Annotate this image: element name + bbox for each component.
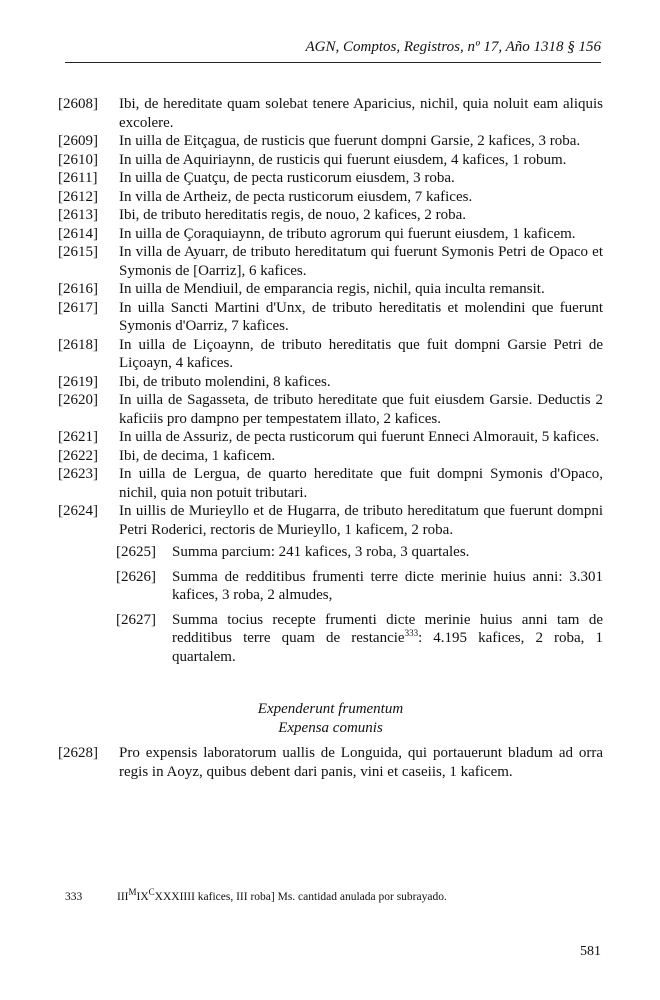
- entry-number: [2620]: [58, 392, 98, 408]
- footnote-superscript-m: M: [128, 887, 137, 898]
- page-number: 581: [580, 944, 601, 959]
- entry-2614: [58, 225, 603, 244]
- entry-number: [2615]: [58, 244, 98, 260]
- entry-text: In uilla de Mendiuil, de emparancia regis, nichil, quia inculta remansit.: [119, 281, 545, 297]
- summary-number: [2626]: [116, 568, 156, 585]
- entry-2609: [58, 132, 603, 151]
- entry-text: In uillis de Murieyllo et de Hugarra, de tributo hereditatum que fuerunt dompni Petri Roderici, rectoris de Murieyllo, 1 kaficem, 2 roba.: [119, 503, 603, 538]
- entry-text: In uilla de Liçoaynn, de tributo hereditatis que fuit dompni Garsie Petri de Liçoayn, 4 kafices.: [119, 336, 603, 371]
- entry-text: In uilla Sancti Martini d'Unx, de tributo hereditatis et molendini que fuerunt Symonis d'Oarriz, 7 kafices.: [119, 299, 603, 334]
- entry-number: [2616]: [58, 281, 98, 297]
- entry-text: In uilla de Çoraquiaynn, de tributo agrorum qui fuerunt eiusdem, 1 kaficem.: [119, 225, 576, 242]
- footnote-amount-prefix: III: [117, 891, 129, 903]
- entry-number: [2619]: [58, 373, 98, 390]
- entry-text: In uilla de Çuatçu, de pecta rusticorum eiusdem, 3 roba.: [119, 170, 455, 186]
- entry-number: [2623]: [58, 466, 98, 482]
- entry-number: [2617]: [58, 299, 98, 316]
- summary-text-before: Summa tocius recepte frumenti dicte merinie huius anni tam de redditibus terre quam de restancie: [172, 611, 603, 646]
- summary-text: Summa de redditibus frumenti terre dicte merinie huius anni: 3.301 kafices, 3 roba, 2 almudes,: [172, 568, 603, 603]
- entry-text: In uilla de Aquiriaynn, de rusticis qui fuerunt eiusdem, 4 kafices, 1 robum.: [119, 151, 567, 168]
- entry-number: [2610]: [58, 151, 98, 168]
- entries-list: [58, 95, 603, 781]
- entry-number: [2608]: [58, 96, 98, 112]
- entry-2622: [58, 447, 603, 466]
- entry-number: [2612]: [58, 188, 98, 205]
- summary-text-after: : 4.195 kafices, 2 roba, 1 quartalem.: [172, 630, 603, 665]
- summary-2626: [116, 568, 603, 605]
- entry-2623: [58, 465, 603, 502]
- entry-2618: [58, 336, 603, 373]
- entry-number: [2628]: [58, 745, 98, 761]
- footnote: [65, 887, 601, 904]
- entry-2616: [58, 280, 603, 299]
- entry-text: In uilla de Assuriz, de pecta rusticorum qui fuerunt Enneci Almorauit, 5 kafices.: [119, 429, 600, 445]
- entry-text: In uilla de Sagasseta, de tributo hereditate que fuit eiusdem Garsie. Deductis 2 kaficiis pro dampno per tempestatem illato, 2 kafices.: [119, 392, 603, 427]
- entry-number: [2611]: [58, 170, 98, 186]
- footnote-superscript-c: C: [148, 887, 155, 898]
- footnote-number: 333: [65, 891, 83, 903]
- entry-text: Ibi, de tributo molendini, 8 kafices.: [119, 373, 331, 390]
- footnote-amount-rest: XXXIIII kafices, III roba] Ms. cantidad anulada por subrayado.: [154, 891, 447, 903]
- entry-number: [2609]: [58, 133, 98, 149]
- entry-number: [2621]: [58, 429, 98, 445]
- entry-2610: [58, 151, 603, 170]
- entry-2621: [58, 428, 603, 447]
- footnote-reference[interactable]: 333: [404, 628, 419, 638]
- summary-number: [2625]: [116, 544, 156, 560]
- entry-number: [2614]: [58, 225, 98, 242]
- running-header: [65, 38, 601, 56]
- entry-number: [2624]: [58, 503, 98, 519]
- entry-text: Ibi, de decima, 1 kaficem.: [119, 447, 276, 464]
- section-title: Expenderunt frumentum: [257, 701, 404, 717]
- summary-text: Summa parcium: 241 kafices, 3 roba, 3 quartales.: [172, 544, 470, 560]
- entry-number: [2622]: [58, 447, 98, 464]
- footnote-text: [117, 887, 447, 903]
- entry-2613: [58, 206, 603, 225]
- summary-2627: [116, 611, 603, 667]
- header-rule: [65, 62, 601, 63]
- summary-2625: [116, 543, 603, 562]
- entry-text: In villa de Artheiz, de pecta rusticorum eiusdem, 7 kafices.: [119, 188, 473, 205]
- entry-text: Pro expensis laboratorum uallis de Longuida, qui portauerunt bladum ad orra regis in Aoyz, quibus debent dari panis, vini et caseiis, 1 kaficem.: [119, 745, 603, 780]
- entry-text: Ibi, de tributo hereditatis regis, de nouo, 2 kafices, 2 roba.: [119, 207, 466, 223]
- entry-2624: [58, 502, 603, 539]
- entry-2628: [58, 744, 603, 781]
- entry-2619: [58, 373, 603, 392]
- entry-number: [2613]: [58, 207, 98, 223]
- summary-text: [172, 611, 603, 667]
- entry-text: In uilla de Lergua, de quarto hereditate que fuit dompni Symonis d'Opaco, nichil, quia non potuit tributari.: [119, 466, 603, 501]
- entry-2612: [58, 188, 603, 207]
- entry-2617: [58, 299, 603, 336]
- section-heading: [58, 700, 603, 738]
- entry-2608: [58, 95, 603, 132]
- entry-text: In villa de Ayuarr, de tributo hereditatum qui fuerunt Symonis Petri de Opaco et Symonis de [Oarriz], 6 kafices.: [119, 244, 603, 279]
- entry-2620: [58, 391, 603, 428]
- summary-number: [2627]: [116, 611, 156, 628]
- entry-number: [2618]: [58, 336, 98, 353]
- entry-2611: [58, 169, 603, 188]
- entry-2615: [58, 243, 603, 280]
- footnote-amount-mid: IX: [136, 891, 149, 903]
- entry-text: In uilla de Eitçagua, de rusticis que fuerunt dompni Garsie, 2 kafices, 3 roba.: [119, 133, 581, 149]
- entry-text: Ibi, de hereditate quam solebat tenere Aparicius, nichil, quia noluit eam aliquis excolere.: [119, 96, 603, 131]
- section-subtitle: Expensa comunis: [278, 720, 383, 736]
- running-title: AGN, Comptos, Registros, nº 17, Año 1318 § 156: [305, 39, 601, 55]
